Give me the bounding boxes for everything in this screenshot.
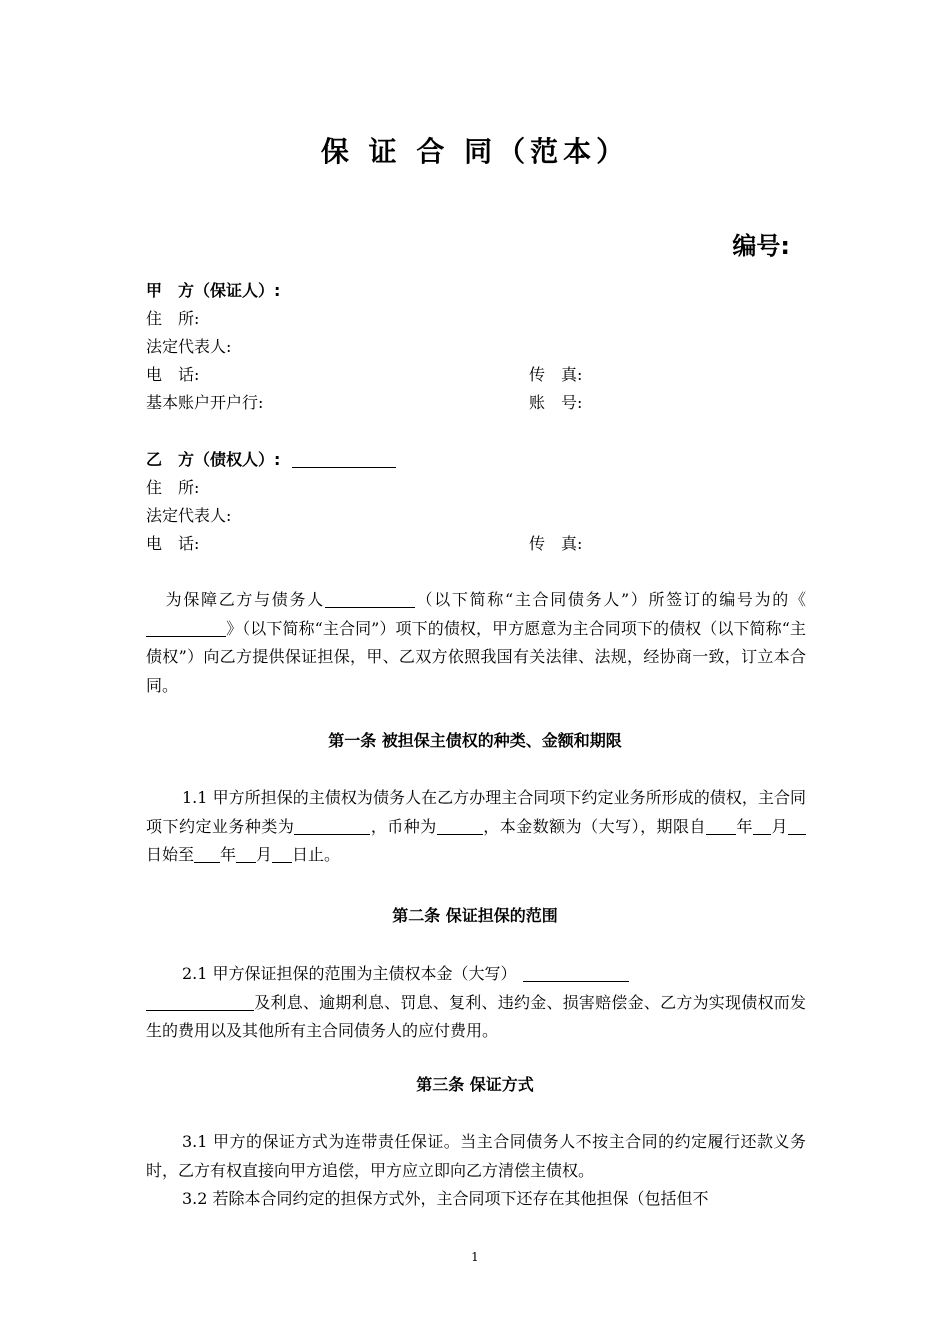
- party-a-phone: 电 话:: [146, 365, 200, 384]
- blank-line: [325, 589, 415, 608]
- party-b-phone: 电 话:: [146, 534, 200, 553]
- preamble-paragraph: [146, 586, 806, 700]
- party-a-bank: 基本账户开户行:: [146, 393, 264, 412]
- party-a-account: 账 号:: [529, 393, 583, 412]
- article-2-text-2: 及利息、逾期利息、罚息、复利、违约金、损害赔偿金、乙方为实现债权而发生的费用以及其他所有主合同债务人的应付费用。: [146, 992, 806, 1040]
- page-number: 1: [471, 1250, 479, 1264]
- blank-line: [292, 449, 396, 468]
- party-b-address: 住 所:: [146, 478, 200, 497]
- blank-line: [706, 816, 736, 835]
- article-1-text-3: ，本金数额为（大写），期限自: [482, 816, 707, 836]
- party-b-heading-line: [146, 446, 396, 474]
- page-title: 保 证 合 同（范本）: [320, 135, 630, 168]
- blank-line: [523, 963, 629, 982]
- contract-number-label: 编号:: [732, 232, 790, 260]
- article-1-text-4: 年: [736, 816, 753, 836]
- article-1-text-7: 年: [220, 845, 237, 864]
- article-1-text-9: 日止。: [292, 845, 341, 864]
- party-a-rep: 法定代表人:: [146, 337, 232, 356]
- article-3-text-2: 3.2 若除本合同约定的担保方式外，主合同项下还存在其他担保（包括但不: [182, 1189, 709, 1208]
- blank-line: [437, 816, 483, 835]
- blank-line: [294, 816, 370, 835]
- party-b-rep: 法定代表人:: [146, 506, 232, 525]
- article-1-text-1: 1.1 甲方所担保的主债权为债务人在乙方办理主合同项下约定业务所形成的债权，主合同项下约定业务种类为: [146, 788, 806, 836]
- preamble-text-2: （以下简称“主合同债务人”）所签订的编号为的《: [414, 590, 806, 609]
- party-b-fax: 传 真:: [529, 534, 583, 553]
- blank-line: [146, 618, 226, 637]
- article-1-text-8: 月: [256, 845, 273, 864]
- article-1-text-2: ，币种为: [370, 816, 437, 836]
- blank-line: [236, 844, 256, 863]
- article-3-heading: 第三条 保证方式: [416, 1075, 534, 1094]
- article-1-heading: 第一条 被担保主债权的种类、金额和期限: [328, 731, 622, 750]
- party-a-address: 住 所:: [146, 309, 200, 328]
- blank-line: [272, 844, 292, 863]
- blank-line: [753, 816, 771, 835]
- article-2-paragraph: [146, 960, 806, 1046]
- party-a-fax: 传 真:: [529, 365, 583, 384]
- blank-line: [194, 844, 220, 863]
- article-1-text-6: 日始至: [146, 845, 195, 864]
- blank-line: [146, 992, 254, 1011]
- preamble-text-3: 》（以下简称“主合同”）项下的债权，甲方愿意为主合同项下的债权（以下简称“主债权”）向乙方提供保证担保，甲、乙双方依照我国有关法律、法规，经协商一致，订立本合同。: [146, 618, 806, 695]
- article-1-paragraph: [146, 784, 806, 870]
- article-3-text-1: 3.1 甲方的保证方式为连带责任保证。当主合同债务人不按主合同的约定履行还款义务时，乙方有权直接向甲方追偿，甲方应立即向乙方清偿主债权。: [146, 1132, 806, 1180]
- article-1-text-5: 月: [770, 816, 788, 836]
- blank-line: [788, 816, 806, 835]
- article-2-heading: 第二条 保证担保的范围: [392, 906, 558, 925]
- article-3-paragraph-2: [146, 1185, 806, 1214]
- article-2-text-1: 2.1 甲方保证担保的范围为主债权本金（大写）: [182, 964, 517, 983]
- preamble-text-1: 为保障乙方与债务人: [164, 590, 325, 609]
- article-3-paragraph-1: [146, 1128, 806, 1185]
- party-b-heading: 乙 方（债权人）:: [146, 450, 281, 469]
- party-a-heading: 甲 方（保证人）:: [146, 281, 281, 300]
